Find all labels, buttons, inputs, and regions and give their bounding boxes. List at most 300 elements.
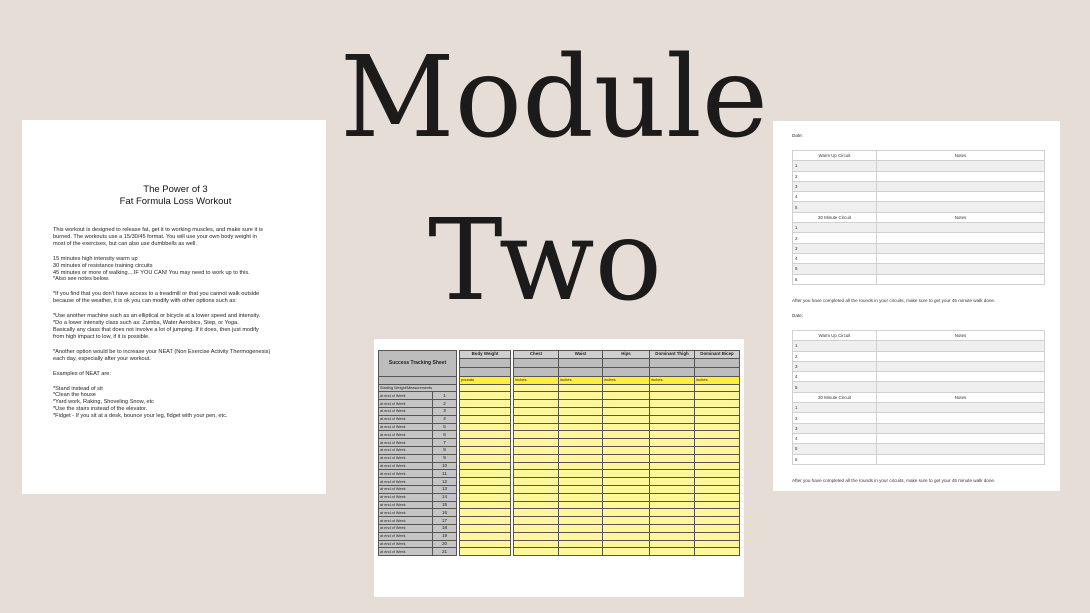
- circuit-header: Warm Up Circuit: [793, 151, 877, 161]
- week-number: 14: [433, 493, 457, 501]
- week-number: 4: [433, 415, 457, 423]
- week-row: [379, 439, 740, 447]
- column-header: Body Weight: [460, 351, 511, 359]
- entry-cell[interactable]: [603, 384, 650, 392]
- week-row: [379, 415, 740, 423]
- week-row: [379, 478, 740, 486]
- notes-cell[interactable]: [877, 161, 1045, 171]
- document-body: [53, 227, 298, 420]
- week-row: [379, 493, 740, 501]
- entry-cell[interactable]: [460, 392, 511, 400]
- week-label: at end of Week: [379, 517, 433, 525]
- entry-cell[interactable]: [559, 493, 603, 501]
- entry-cell[interactable]: [695, 454, 740, 462]
- units-label-cell: [379, 376, 457, 384]
- entry-cell[interactable]: [695, 517, 740, 525]
- entry-cell[interactable]: [650, 501, 695, 509]
- week-number: 8: [433, 446, 457, 454]
- header-blank-cell: [514, 358, 559, 367]
- entry-cell[interactable]: [460, 493, 511, 501]
- round-number: 5: [793, 382, 877, 392]
- week-label: at end of Week: [379, 431, 433, 439]
- week-number: 16: [433, 509, 457, 517]
- week-row: [379, 423, 740, 431]
- week-row: [379, 400, 740, 408]
- round-number: 6: [793, 454, 877, 464]
- week-label: at end of Week: [379, 462, 433, 470]
- unit-cell: inches: [695, 376, 740, 384]
- entry-cell[interactable]: [460, 517, 511, 525]
- entry-cell[interactable]: [514, 478, 559, 486]
- week-row: [379, 407, 740, 415]
- notes-cell[interactable]: [877, 413, 1045, 423]
- entry-cell[interactable]: [460, 524, 511, 532]
- entry-cell[interactable]: [603, 415, 650, 423]
- notes-header: Notes: [877, 151, 1045, 161]
- starting-row: [379, 384, 740, 392]
- round-number: 2: [793, 413, 877, 423]
- document-line: 30 minutes of resistance training circuits: [53, 262, 153, 269]
- entry-cell[interactable]: [650, 446, 695, 454]
- notes-cell[interactable]: [877, 444, 1045, 454]
- week-row: [379, 501, 740, 509]
- entry-cell[interactable]: [603, 501, 650, 509]
- entry-cell[interactable]: [603, 423, 650, 431]
- entry-cell[interactable]: [460, 462, 511, 470]
- entry-cell[interactable]: [603, 540, 650, 548]
- entry-cell[interactable]: [514, 462, 559, 470]
- week-number: 7: [433, 439, 457, 447]
- notes-cell[interactable]: [877, 243, 1045, 253]
- entry-cell[interactable]: [514, 532, 559, 540]
- entry-cell[interactable]: [559, 540, 603, 548]
- week-number: 19: [433, 532, 457, 540]
- entry-cell[interactable]: [559, 384, 603, 392]
- round-number: 1: [793, 403, 877, 413]
- week-row: [379, 509, 740, 517]
- notes-cell[interactable]: [877, 433, 1045, 443]
- entry-cell[interactable]: [650, 478, 695, 486]
- circuit-table: [792, 150, 1045, 285]
- entry-cell[interactable]: [695, 400, 740, 408]
- round-number: 2: [793, 233, 877, 243]
- entry-cell[interactable]: [695, 524, 740, 532]
- week-number: 3: [433, 407, 457, 415]
- document-paragraph: [53, 371, 298, 378]
- entry-cell[interactable]: [559, 548, 603, 556]
- week-label: at end of Week: [379, 415, 433, 423]
- entry-cell[interactable]: [695, 493, 740, 501]
- header-row: [379, 351, 740, 359]
- circuit-row: [793, 444, 1045, 454]
- entry-cell[interactable]: [603, 446, 650, 454]
- week-row: [379, 392, 740, 400]
- entry-cell[interactable]: [559, 392, 603, 400]
- entry-cell[interactable]: [695, 392, 740, 400]
- circuit-row: [793, 253, 1045, 263]
- entry-cell[interactable]: [460, 470, 511, 478]
- circuit-row: [793, 361, 1045, 371]
- circuit-row: [793, 202, 1045, 212]
- entry-cell[interactable]: [695, 384, 740, 392]
- document-line: most of the exercises, but can also use dumbbells as well.: [53, 240, 197, 247]
- week-number: 1: [433, 392, 457, 400]
- entry-cell[interactable]: [460, 501, 511, 509]
- week-label: at end of Week: [379, 446, 433, 454]
- circuit-header-row: [793, 331, 1045, 341]
- module-title-line1: Module: [340, 33, 769, 163]
- week-number: 10: [433, 462, 457, 470]
- entry-cell[interactable]: [514, 501, 559, 509]
- document-paragraph: [53, 291, 298, 305]
- notes-cell[interactable]: [877, 351, 1045, 361]
- entry-cell[interactable]: [603, 548, 650, 556]
- entry-cell[interactable]: [650, 454, 695, 462]
- entry-cell[interactable]: [460, 532, 511, 540]
- entry-cell[interactable]: [514, 400, 559, 408]
- entry-cell[interactable]: [559, 470, 603, 478]
- notes-cell[interactable]: [877, 233, 1045, 243]
- circuit-row: [793, 351, 1045, 361]
- circuit-row: [793, 372, 1045, 382]
- entry-cell[interactable]: [514, 407, 559, 415]
- column-header: Chest: [514, 351, 559, 359]
- entry-cell[interactable]: [559, 446, 603, 454]
- document-line: *If you find that you don't have access to a treadmill or that you cannot walk outside: [53, 291, 260, 298]
- document-heading-line1: The Power of 3: [143, 184, 208, 195]
- unit-cell: pounds: [460, 376, 511, 384]
- entry-cell[interactable]: [695, 478, 740, 486]
- entry-cell[interactable]: [603, 524, 650, 532]
- header-blank-cell: [695, 367, 740, 376]
- notes-cell[interactable]: [877, 264, 1045, 274]
- entry-cell[interactable]: [460, 509, 511, 517]
- notes-cell[interactable]: [877, 403, 1045, 413]
- header-blank-cell: [559, 358, 603, 367]
- week-label: at end of Week: [379, 478, 433, 486]
- unit-cell: inches: [603, 376, 650, 384]
- entry-cell[interactable]: [559, 439, 603, 447]
- entry-cell[interactable]: [695, 462, 740, 470]
- entry-cell[interactable]: [460, 407, 511, 415]
- week-row: [379, 524, 740, 532]
- header-blank-cell: [695, 358, 740, 367]
- entry-cell[interactable]: [603, 532, 650, 540]
- round-number: 3: [793, 361, 877, 371]
- entry-cell[interactable]: [650, 415, 695, 423]
- week-label: at end of Week: [379, 454, 433, 462]
- tracking-table: [378, 350, 740, 556]
- week-row: [379, 485, 740, 493]
- entry-cell[interactable]: [650, 439, 695, 447]
- notes-header: Notes: [877, 212, 1045, 222]
- entry-cell[interactable]: [460, 454, 511, 462]
- entry-cell[interactable]: [650, 540, 695, 548]
- week-label: at end of Week: [379, 423, 433, 431]
- column-header: Waist: [559, 351, 603, 359]
- entry-cell[interactable]: [460, 400, 511, 408]
- document-line: This workout is designed to release fat, get it to working muscles, and make sure it is: [53, 227, 263, 233]
- entry-cell[interactable]: [650, 485, 695, 493]
- week-row: [379, 431, 740, 439]
- circuit-row: [793, 341, 1045, 351]
- round-number: 2: [793, 171, 877, 181]
- document-line: Basically any class that does not involve a lot of jumping. If it does, then just modify: [53, 326, 259, 333]
- entry-cell[interactable]: [603, 392, 650, 400]
- week-label: at end of Week: [379, 493, 433, 501]
- round-number: 6: [793, 274, 877, 284]
- week-row: [379, 446, 740, 454]
- week-number: 5: [433, 423, 457, 431]
- entry-cell[interactable]: [695, 532, 740, 540]
- entry-cell[interactable]: [650, 392, 695, 400]
- notes-cell[interactable]: [877, 361, 1045, 371]
- notes-cell[interactable]: [877, 423, 1045, 433]
- entry-cell[interactable]: [603, 400, 650, 408]
- document-line: 45 minutes or more of walking....IF YOU CAN! You may need to work up to this.: [53, 269, 250, 276]
- entry-cell[interactable]: [514, 431, 559, 439]
- entry-cell[interactable]: [695, 540, 740, 548]
- entry-cell[interactable]: [603, 431, 650, 439]
- week-label: at end of Week: [379, 532, 433, 540]
- entry-cell[interactable]: [460, 540, 511, 548]
- entry-cell[interactable]: [514, 509, 559, 517]
- notes-cell[interactable]: [877, 192, 1045, 202]
- week-number: 17: [433, 517, 457, 525]
- notes-header: Notes: [877, 392, 1045, 402]
- round-number: 4: [793, 253, 877, 263]
- entry-cell[interactable]: [559, 517, 603, 525]
- entry-cell[interactable]: [650, 470, 695, 478]
- circuit-header-row: [793, 212, 1045, 222]
- document-line: *Fidget - If you sit at a desk, bounce your leg, fidget with your pen, etc.: [53, 413, 228, 420]
- entry-cell[interactable]: [695, 415, 740, 423]
- entry-cell[interactable]: [559, 485, 603, 493]
- entry-cell[interactable]: [603, 517, 650, 525]
- week-label: at end of Week: [379, 470, 433, 478]
- entry-cell[interactable]: [514, 446, 559, 454]
- round-number: 3: [793, 423, 877, 433]
- notes-cell[interactable]: [877, 382, 1045, 392]
- entry-cell[interactable]: [603, 439, 650, 447]
- week-number: 18: [433, 524, 457, 532]
- entry-cell[interactable]: [559, 532, 603, 540]
- entry-cell[interactable]: [559, 400, 603, 408]
- round-number: 3: [793, 243, 877, 253]
- entry-cell[interactable]: [603, 470, 650, 478]
- week-row: [379, 517, 740, 525]
- notes-cell[interactable]: [877, 253, 1045, 263]
- column-header: Dominant Bicep: [695, 351, 740, 359]
- document-line: *Also see notes below.: [53, 276, 110, 283]
- entry-cell[interactable]: [460, 415, 511, 423]
- entry-cell[interactable]: [514, 454, 559, 462]
- notes-cell[interactable]: [877, 274, 1045, 284]
- entry-cell[interactable]: [695, 485, 740, 493]
- entry-cell[interactable]: [514, 415, 559, 423]
- notes-cell[interactable]: [877, 341, 1045, 351]
- entry-cell[interactable]: [460, 423, 511, 431]
- date-label: Date:: [792, 133, 803, 138]
- notes-cell[interactable]: [877, 181, 1045, 191]
- header-blank-cell: [460, 367, 511, 376]
- entry-cell[interactable]: [695, 407, 740, 415]
- entry-cell[interactable]: [603, 478, 650, 486]
- entry-cell[interactable]: [514, 540, 559, 548]
- entry-cell[interactable]: [650, 493, 695, 501]
- entry-cell[interactable]: [460, 478, 511, 486]
- notes-cell[interactable]: [877, 171, 1045, 181]
- round-number: 5: [793, 264, 877, 274]
- unit-cell: inches: [559, 376, 603, 384]
- entry-cell[interactable]: [650, 524, 695, 532]
- entry-cell[interactable]: [603, 454, 650, 462]
- notes-cell[interactable]: [877, 454, 1045, 464]
- week-row: [379, 532, 740, 540]
- week-row: [379, 548, 740, 556]
- week-label: at end of Week: [379, 524, 433, 532]
- entry-cell[interactable]: [695, 431, 740, 439]
- round-number: 4: [793, 372, 877, 382]
- entry-cell[interactable]: [603, 407, 650, 415]
- entry-cell[interactable]: [603, 509, 650, 517]
- entry-cell[interactable]: [650, 431, 695, 439]
- week-number: 20: [433, 540, 457, 548]
- circuit-row: [793, 161, 1045, 171]
- entry-cell[interactable]: [559, 415, 603, 423]
- column-header: Dominant Thigh: [650, 351, 695, 359]
- entry-cell[interactable]: [559, 423, 603, 431]
- document-line: Examples of NEAT are:: [53, 370, 111, 377]
- circuit-row: [793, 454, 1045, 464]
- entry-cell[interactable]: [559, 407, 603, 415]
- entry-cell[interactable]: [650, 548, 695, 556]
- entry-cell[interactable]: [559, 454, 603, 462]
- notes-cell[interactable]: [877, 372, 1045, 382]
- week-number: 21: [433, 548, 457, 556]
- entry-cell[interactable]: [695, 446, 740, 454]
- entry-cell[interactable]: [559, 478, 603, 486]
- notes-cell[interactable]: [877, 202, 1045, 212]
- success-tracking-sheet-preview: [374, 339, 744, 597]
- week-label: at end of Week: [379, 540, 433, 548]
- entry-cell[interactable]: [650, 400, 695, 408]
- document-line: from high impact to low, if it is possible.: [53, 333, 150, 340]
- circuit-header: 30 Minute Circuit: [793, 392, 877, 402]
- circuit-row: [793, 171, 1045, 181]
- starting-label: Starting Weight/Measurements: [379, 384, 457, 392]
- entry-cell[interactable]: [695, 548, 740, 556]
- entry-cell[interactable]: [514, 548, 559, 556]
- entry-cell[interactable]: [559, 509, 603, 517]
- entry-cell[interactable]: [514, 439, 559, 447]
- week-row: [379, 462, 740, 470]
- document-line: burned. The workouts use a 15/30/45 format. You will use your own body weight in: [53, 233, 257, 240]
- entry-cell[interactable]: [514, 517, 559, 525]
- week-label: at end of Week: [379, 548, 433, 556]
- unit-cell: inches: [650, 376, 695, 384]
- document-line: because of the weather, it is ok you can modify with other options such as:: [53, 298, 237, 305]
- entry-cell[interactable]: [514, 470, 559, 478]
- entry-cell[interactable]: [650, 384, 695, 392]
- document-paragraph: [53, 227, 298, 248]
- entry-cell[interactable]: [514, 493, 559, 501]
- circuit-row: [793, 382, 1045, 392]
- circuit-header-row: [793, 392, 1045, 402]
- entry-cell[interactable]: [559, 431, 603, 439]
- entry-cell[interactable]: [559, 462, 603, 470]
- entry-cell[interactable]: [650, 532, 695, 540]
- entry-cell[interactable]: [650, 407, 695, 415]
- header-blank-cell: [514, 367, 559, 376]
- entry-cell[interactable]: [650, 462, 695, 470]
- entry-cell[interactable]: [650, 517, 695, 525]
- week-number: 12: [433, 478, 457, 486]
- circuit-row: [793, 192, 1045, 202]
- entry-cell[interactable]: [695, 470, 740, 478]
- entry-cell[interactable]: [460, 548, 511, 556]
- entry-cell[interactable]: [695, 509, 740, 517]
- entry-cell[interactable]: [603, 493, 650, 501]
- week-label: at end of Week: [379, 509, 433, 517]
- circuit-row: [793, 181, 1045, 191]
- entry-cell[interactable]: [559, 501, 603, 509]
- week-number: 15: [433, 501, 457, 509]
- entry-cell[interactable]: [460, 485, 511, 493]
- entry-cell[interactable]: [695, 439, 740, 447]
- entry-cell[interactable]: [603, 485, 650, 493]
- entry-cell[interactable]: [650, 423, 695, 431]
- entry-cell[interactable]: [514, 392, 559, 400]
- module-title-line2: Two: [427, 196, 662, 326]
- circuit-row: [793, 423, 1045, 433]
- document-paragraph: [53, 256, 298, 284]
- week-label: at end of Week: [379, 400, 433, 408]
- week-row: [379, 470, 740, 478]
- document-paragraph: [53, 349, 298, 363]
- week-number: 2: [433, 400, 457, 408]
- week-number: 9: [433, 454, 457, 462]
- entry-cell[interactable]: [514, 485, 559, 493]
- header-blank-cell: [603, 367, 650, 376]
- units-row: [379, 376, 740, 384]
- entry-cell[interactable]: [460, 384, 511, 392]
- header-blank-cell: [603, 358, 650, 367]
- week-label: at end of Week: [379, 407, 433, 415]
- notes-cell[interactable]: [877, 223, 1045, 233]
- entry-cell[interactable]: [460, 439, 511, 447]
- entry-cell[interactable]: [514, 384, 559, 392]
- circuit-footer-text: After you have completed all the rounds in your circuits, make sure to get your 45 minute walk done.: [792, 478, 996, 483]
- entry-cell[interactable]: [559, 524, 603, 532]
- week-label: at end of Week: [379, 439, 433, 447]
- entry-cell[interactable]: [603, 462, 650, 470]
- entry-cell[interactable]: [460, 446, 511, 454]
- entry-cell[interactable]: [514, 524, 559, 532]
- entry-cell[interactable]: [695, 501, 740, 509]
- workout-document-preview: [22, 120, 326, 494]
- round-number: 1: [793, 341, 877, 351]
- week-row: [379, 454, 740, 462]
- entry-cell[interactable]: [695, 423, 740, 431]
- document-line: 15 minutes high intensity warm up: [53, 255, 138, 262]
- entry-cell[interactable]: [650, 509, 695, 517]
- document-line: each day, especially after your workout.: [53, 355, 151, 362]
- week-number: 6: [433, 431, 457, 439]
- entry-cell[interactable]: [460, 431, 511, 439]
- circuit-row: [793, 403, 1045, 413]
- entry-cell[interactable]: [514, 423, 559, 431]
